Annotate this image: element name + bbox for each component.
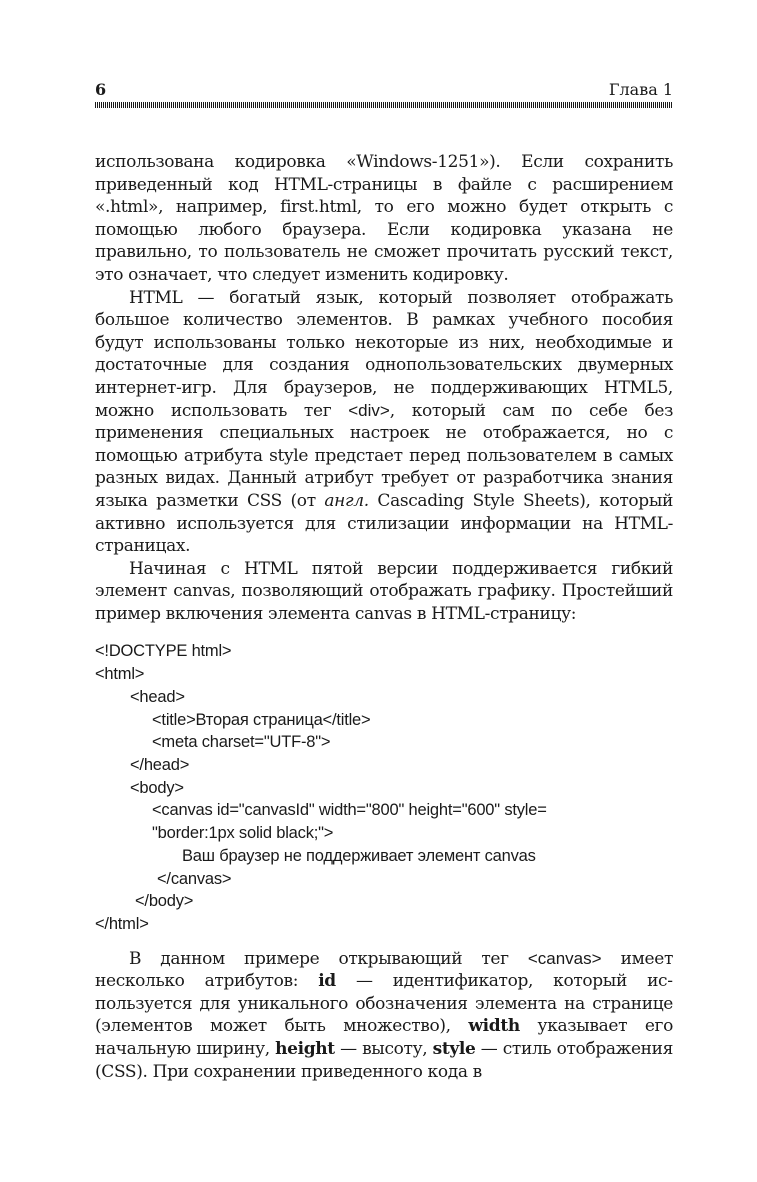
code-line: </head>	[130, 755, 190, 774]
code-listing	[95, 640, 673, 935]
attr-width: width	[468, 1016, 520, 1037]
code-line: </body>	[135, 892, 194, 911]
code-line: <canvas id="canvasId" width="800" height="600" style=	[152, 801, 547, 820]
code-line: <!DOCTYPE html>	[95, 642, 232, 661]
attr-id: id	[318, 971, 336, 992]
code-line: "border:1px solid black;">	[152, 824, 334, 843]
div-tag: <div>	[348, 400, 390, 420]
attr-height: height	[275, 1038, 335, 1059]
paragraph-encoding: использована кодировка «Windows-1251»). Если сохранить приведенный код HTML-страницы в файле с расширением «.html», например, first.html, то его можно будет открыть с помощью любого браузера. Если кодировка указана не правильно, то пользователь не сможет прочитать русский текст, это означает, что следует изменить кодировку.	[95, 152, 673, 285]
paragraph-canvas-attributes	[95, 948, 673, 1084]
paragraph-html-language-text-c: Cascading Style Sheets), который активно используется для стилизации информации на HTML-страницах.	[95, 490, 673, 557]
paragraph-canvas-attributes-text-e: — высоту,	[334, 1038, 433, 1059]
paragraph-canvas-intro: Начиная с HTML пятой версии поддерживается гибкий элемент canvas, позволяющий отображать графику. Простейший пример включения элемента canvas в HTML-страницу:	[95, 558, 673, 624]
code-line: Ваш браузер не поддерживает элемент canvas	[182, 846, 536, 865]
canvas-tag: <canvas>	[527, 948, 602, 968]
code-line: <html>	[95, 665, 145, 684]
paragraph-canvas-attributes-text-d: указывает его начальную ширину,	[95, 1016, 673, 1059]
page-number: 6	[95, 80, 107, 99]
code-line: <meta charset="UTF-8">	[152, 733, 331, 752]
code-line: <head>	[130, 687, 185, 706]
code-line: </html>	[95, 914, 149, 933]
paragraph-canvas-attributes-text-a: В данном примере открывающий тег	[129, 948, 528, 969]
paragraph-canvas-attributes-text-b: имеет несколько атрибутов:	[95, 948, 673, 992]
code-line: </canvas>	[157, 869, 232, 888]
body-text	[95, 151, 673, 1083]
paragraph-html-language-text-b: , который сам по себе без применения специальных настроек не отображается, но с помощью атрибута style предстает перед пользователем в самых разных видах. Данный атрибут требует от разработчика знания языка разметки CSS (от	[95, 400, 673, 511]
abbr-english: англ.	[324, 490, 369, 511]
paragraph-canvas-attributes-text-f: — стиль отображения (CSS). При сохранении приведенного кода в	[95, 1038, 673, 1082]
code-line: <title>Вторая страница</title>	[152, 710, 371, 729]
paragraph-html-language	[95, 287, 673, 558]
chapter-title: Глава 1	[608, 80, 673, 99]
paragraph-canvas-attributes-text-c: — идентификатор, который используется для уникального обозначения элемента на странице (элементов может быть множество),	[95, 971, 673, 1037]
header-rule	[95, 102, 673, 108]
attr-style: style	[432, 1038, 476, 1059]
book-page	[95, 78, 673, 1083]
paragraph-html-language-text-a: HTML — богатый язык, который позволяет отображать большое количество элементов. В рамках учебного пособия будут использованы только некоторые из них, необходимые и достаточные для создания однопользовательских двумерных интернет-игр. Для браузеров, не поддерживающих HTML5, можно использовать тег	[95, 287, 673, 421]
running-header	[95, 78, 673, 100]
code-line: <body>	[130, 778, 184, 797]
